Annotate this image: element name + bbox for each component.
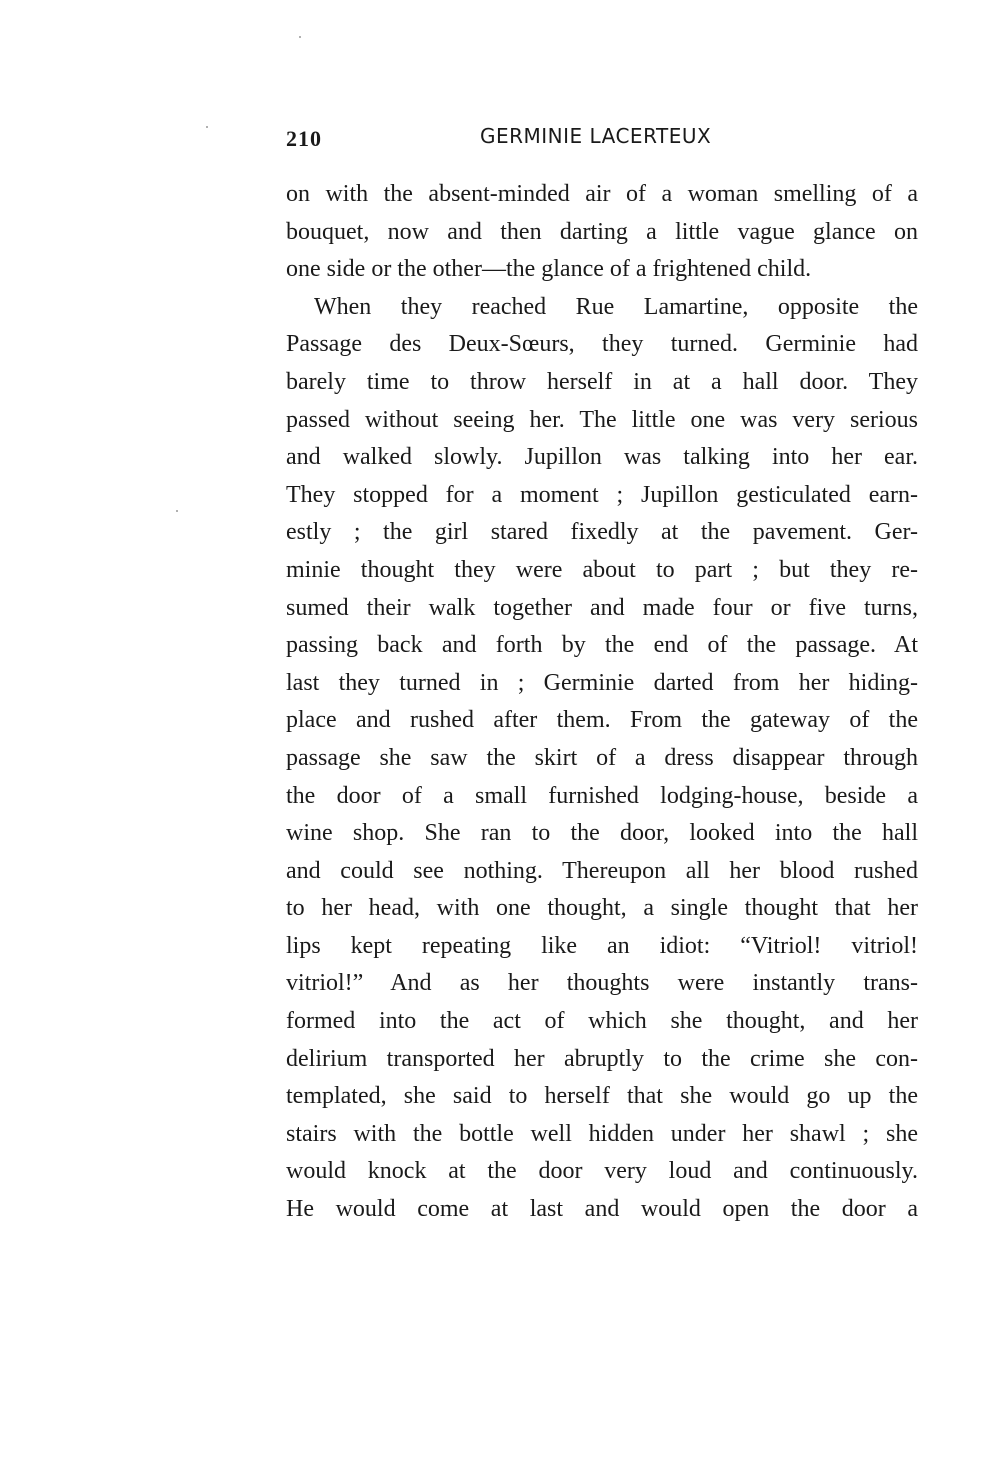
text-line: stairs with the bottle well hidden under her shawl ; she [286, 1120, 918, 1147]
body-text [286, 176, 918, 1229]
text-line: one side or the other—the glance of a frightened child. [286, 256, 812, 283]
text-line: When they reached Rue Lamartine, opposite the [314, 293, 918, 320]
text-line: formed into the act of which she thought, and her [286, 1008, 918, 1035]
scan-speck [176, 510, 178, 512]
text-line: and walked slowly. Jupillon was talking into her ear. [286, 444, 918, 471]
text-line: on with the absent-minded air of a woman smelling of a [286, 181, 918, 207]
text-line: lips kept repeating like an idiot: “Vitriol! vitriol! [286, 932, 918, 959]
text-line: delirium transported her abruptly to the crime she con- [286, 1045, 918, 1072]
text-line: templated, she said to herself that she would go up the [286, 1083, 918, 1110]
text-line: last they turned in ; Germinie darted from her hiding- [286, 669, 918, 696]
page-number: 210 [286, 126, 322, 151]
book-title: GERMINIE LACERTEUX [480, 124, 712, 148]
text-line: He would come at last and would open the door a [286, 1196, 918, 1223]
text-line: Passage des Deux-Sœurs, they turned. Germinie had [286, 331, 918, 358]
running-head [286, 122, 918, 156]
text-line: the door of a small furnished lodging-house, beside a [286, 782, 918, 809]
text-line: passing back and forth by the end of the passage. At [286, 632, 918, 659]
text-line: bouquet, now and then darting a little vague glance on [286, 218, 918, 245]
text-line: vitriol!” And as her thoughts were instantly trans- [286, 970, 918, 997]
text-line: wine shop. She ran to the door, looked into the hall [286, 820, 918, 847]
scan-speck [299, 36, 301, 38]
scan-speck [206, 126, 208, 128]
text-line: barely time to throw herself in at a hall door. They [286, 368, 918, 395]
text-line: minie thought they were about to part ; but they re- [286, 556, 918, 583]
text-line: passage she saw the skirt of a dress disappear through [286, 744, 918, 771]
text-line: would knock at the door very loud and continuously. [286, 1158, 918, 1185]
text-line: place and rushed after them. From the gateway of the [286, 707, 918, 734]
text-line: estly ; the girl stared fixedly at the pavement. Ger- [286, 519, 918, 546]
text-line: passed without seeing her. The little one was very serious [286, 406, 918, 433]
text-line: and could see nothing. Thereupon all her blood rushed [286, 857, 918, 884]
text-line: sumed their walk together and made four or five turns, [286, 594, 918, 621]
text-line: to her head, with one thought, a single thought that her [286, 895, 918, 922]
text-line: They stopped for a moment ; Jupillon gesticulated earn- [286, 481, 918, 508]
